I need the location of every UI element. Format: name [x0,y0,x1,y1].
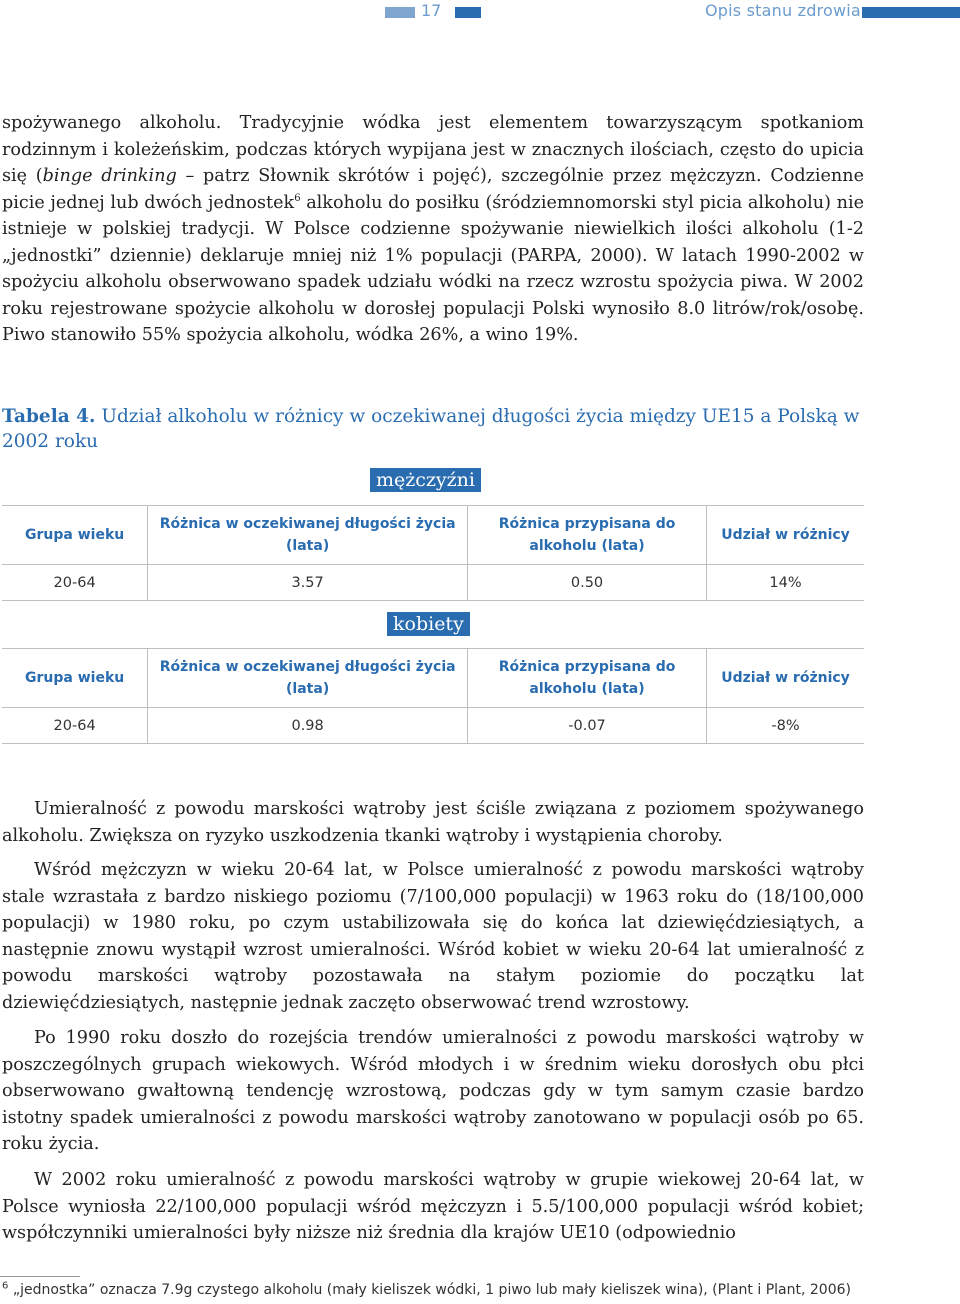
men-table [2,505,864,601]
footnote-rule [0,1276,80,1277]
cell-age: 20-64 [2,708,148,744]
header-bar-mid [455,7,481,18]
table-caption [2,404,862,454]
body-paragraph-3: Po 1990 roku doszło do rozejścia trendów umieralności z powodu marskości wątroby w poszczególnych grupach wiekowych. Wśród młodych i w średnim wieku dorosłych obu płci obserwowano gwałtowną tendencję wzrostową, podczas gdy w tym samym czasie bardzo istotny spadek umieralności z powodu marskości wątroby zanotowano w populacji osób po 65. roku życia. [2,1028,864,1154]
footnote-number: 6 [2,1280,9,1292]
footnote-ref[interactable]: 6 [294,192,301,204]
page-header [0,0,960,30]
cell-alcohol: -0.07 [468,708,707,744]
women-badge: kobiety [387,612,470,636]
header-share: Udział w różnicy [707,649,864,708]
header-share: Udział w różnicy [707,506,864,565]
cell-diff: 0.98 [148,708,468,744]
header-age-group: Grupa wieku [2,506,148,565]
cell-share: -8% [707,708,864,744]
body-paragraph-1: Umieralność z powodu marskości wątroby jest ściśle związana z poziomem spożywanego alkoholu. Zwiększa on ryzyko uszkodzenia tkanki wątroby i wystąpienia choroby. [2,799,864,846]
footnote [2,1282,862,1298]
intro-text-3: alkoholu do posiłku (śródziemnomorski styl picia alkoholu) nie istnieje w polskiej tradycji. W Polsce codzienne spożywanie niewielkich ilości alkoholu (1-2 „jednostki” dziennie) deklaruje mniej niż 1% populacji (PARPA, 2000). W latach 1990-2002 w spożyciu alkoholu obserwowano spadek udziału wódki na rzecz wzrostu spożycia piwa. W 2002 roku rejestrowane spożycie alkoholu w dorosłej populacji Polski wynosiło 8.0 litrów/rok/osobę. Piwo stanowiło 55% spożycia alkoholu, wódka 26%, a wino 19%. [2,192,865,345]
header-alcohol-diff: Różnica przypisana do alkoholu (lata) [468,506,707,565]
section-title: Opis stanu zdrowia [705,1,861,20]
binge-drinking-term: binge drinking [42,166,177,186]
cell-age: 20-64 [2,565,148,601]
page-number: 17 [421,1,442,20]
header-age-group: Grupa wieku [2,649,148,708]
header-bar-left [385,7,415,18]
body-paragraph-4: W 2002 roku umieralność z powodu marskości wątroby w grupie wiekowej 20-64 lat, w Polsce wyniosła 22/100,000 populacji wśród mężczyzn i 5.5/100,000 populacji wśród kobiet; współczynniki umieralności były niższe niż średnia dla krajów UE10 (odpowiednio [2,1170,864,1243]
cell-share: 14% [707,565,864,601]
intro-text-1: spożywanego alkoholu. Tradycyjnie wódka jest elementem towarzyszącym spotkaniom rodzinnym i koleżeńskim, podczas których wypijana jest w znacznych ilościach, często do upicia się ( [2,113,864,186]
cell-alcohol: 0.50 [468,565,707,601]
table-header-row [2,649,864,708]
table-row [2,565,864,601]
header-life-expectancy-diff: Różnica w oczekiwanej długości życia (lata) [148,649,468,708]
header-alcohol-diff: Różnica przypisana do alkoholu (lata) [468,649,707,708]
intro-paragraph [2,110,864,349]
table-title: Udział alkoholu w różnicy w oczekiwanej długości życia między UE15 a Polską w 2002 roku [2,406,860,452]
men-badge: mężczyźni [370,468,481,492]
women-table [2,648,864,744]
footnote-text: „jednostka” oznacza 7.9g czystego alkoholu (mały kieliszek wódki, 1 piwo lub mały kieliszek wina), (Plant i Plant, 2006) [8,1282,851,1298]
cell-diff: 3.57 [148,565,468,601]
intro-text-2: – patrz Słownik skrótów i pojęć), szczególnie przez mężczyzn. Codzienne picie jednej lub dwóch jednostek [2,166,865,213]
body-paragraph-2: Wśród mężczyzn w wieku 20-64 lat, w Polsce umieralność z powodu marskości wątroby stale wzrastała z bardzo niskiego poziomu (7/100,000 populacji) w 1963 roku do (18/100,000 populacji) w 1980 roku, po czym ustabilizowała się do końca lat dziewięćdziesiątych, a następnie znowu wystąpił wzrost umieralności. Wśród kobiet w wieku 20-64 lat umieralność z powodu marskości wątroby pozostawała na stałym poziomie do początku lat dziewięćdziesiątych, następnie jednak zaczęto obserwować trend wzrostowy. [2,860,864,1013]
table-header-row [2,506,864,565]
header-bar-right [862,7,960,18]
header-life-expectancy-diff: Różnica w oczekiwanej długości życia (lata) [148,506,468,565]
table-label: Tabela 4. [2,406,96,427]
table-row [2,708,864,744]
